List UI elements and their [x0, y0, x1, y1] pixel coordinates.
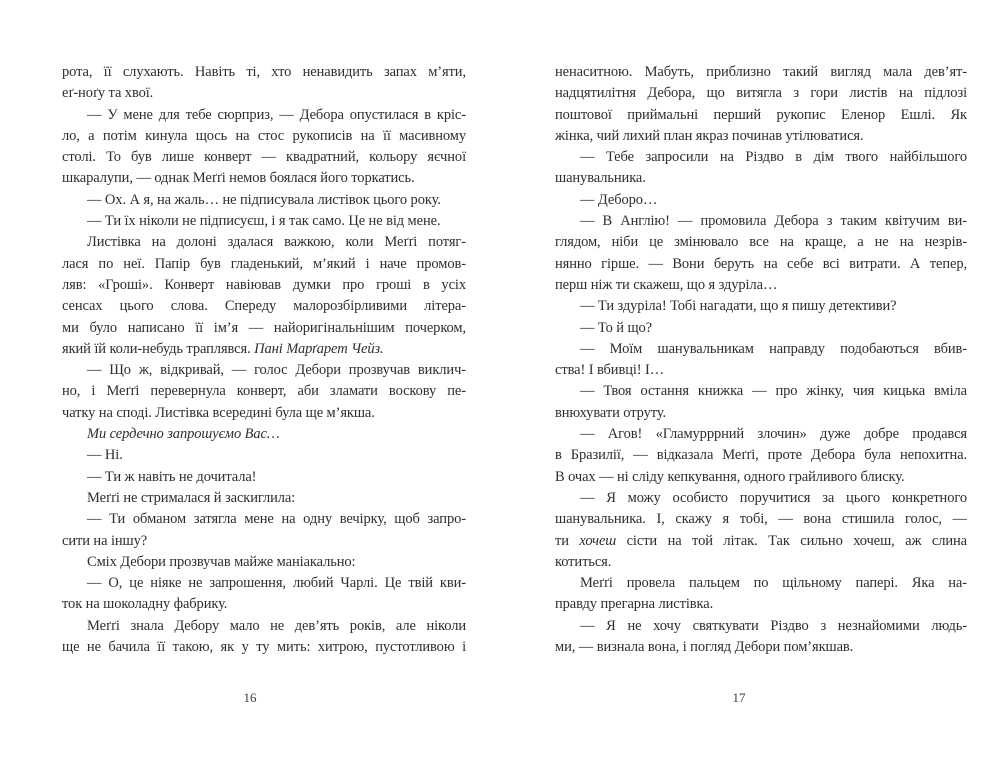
paragraph	[555, 573, 967, 616]
text-line: ми, — визнала вона, і погляд Дебори пом’якшав.	[555, 639, 854, 656]
page-right-text-block	[555, 62, 967, 658]
paragraph	[62, 62, 466, 105]
text-line: — То й що?	[580, 319, 653, 336]
page-number-left: 16	[243, 690, 257, 705]
paragraph	[555, 339, 967, 382]
text-line: ства! І вбивці! І…	[555, 362, 665, 379]
text-line: — Ти їх ніколи не підписуєш, і я так само. Це не від мене.	[87, 213, 441, 230]
paragraph	[555, 62, 967, 147]
text-line: — Тебе запросили на Різдво в дім твого найбільшого	[580, 149, 967, 166]
text-line: поштової приймальні перший рукопис Еленор Ешлі. Як	[555, 106, 967, 123]
text-line: сити на іншу?	[62, 532, 148, 549]
text-line: — Я можу особисто поручитися за цього конкретного	[580, 489, 967, 506]
page-right	[555, 62, 967, 722]
paragraph	[62, 211, 466, 232]
text-line: шанувальника. І, скажу я тобі, — вона стишила голос, —	[555, 511, 967, 528]
text-line: Меґґі не стрималася й заскиглила:	[87, 489, 296, 506]
paragraph	[555, 296, 967, 317]
text-line: сенсах цього слова. Спереду малорозбірливими літера-	[62, 298, 466, 315]
paragraph	[555, 424, 967, 488]
paragraph	[62, 488, 466, 509]
text-line: — Що ж, відкривай, — голос Дебори прозвучав виклич-	[87, 362, 466, 379]
text-line: шкаралупи, — однак Меґґі немов боялася його торкатись.	[62, 170, 415, 187]
text-line: — Агов! «Гламурррний злочин» дуже добре продався	[580, 426, 967, 443]
text-line: — Ти обманом затягла мене на одну вечірку, щоб запро-	[87, 511, 466, 528]
paragraph	[555, 147, 967, 190]
paragraph	[555, 488, 967, 573]
text-line: — Моїм шанувальникам направду подобаються вбив-	[580, 340, 967, 357]
paragraph	[62, 424, 466, 445]
text-line: столі. То був лише конверт — квадратний, кольору яєчної	[62, 149, 466, 166]
text-line: Меґґі провела пальцем по щільному папері. Яка на-	[580, 575, 967, 592]
text-line: нянно гірше. — Вони беруть на себе всі витрати. А тепер,	[555, 255, 967, 272]
text-line: глядом, ніби це змінювало все на краще, а не на незрів-	[555, 234, 967, 251]
text-line: який їй коли-небудь траплявся. Пані Марґарет Чейз.	[62, 340, 384, 357]
text-line: чатку на споді. Листівка всередині була ще м’якша.	[62, 404, 375, 421]
text-line: надцятилітня Дебора, що витягла з гори листів на підлозі	[555, 85, 967, 102]
text-line: в Бразилії, — відказала Меґґі, проте Дебора була непохитна.	[555, 447, 967, 464]
text-line: ми було написано її ім’я — найоригінальнішим почерком,	[62, 319, 466, 336]
paragraph	[62, 509, 466, 552]
paragraph	[62, 445, 466, 466]
page-left	[62, 62, 466, 722]
paragraph	[62, 105, 466, 190]
paragraph	[555, 381, 967, 424]
text-line: — Деборо…	[580, 191, 658, 208]
text-line: — Я не хочу святкувати Різдво з незнайомими людь-	[580, 617, 967, 634]
paragraph	[555, 190, 967, 211]
text-line: перш ніж ти скажеш, що я здуріла…	[555, 276, 778, 293]
text-line: — Твоя остання книжка — про жінку, чия кицька вміла	[580, 383, 967, 400]
text-line: — О, це ніяке не запрошення, любий Чарлі. Це твій кви-	[87, 575, 466, 592]
text-line: ще не бачила її такою, як у ту мить: хитрою, пустотливою і	[62, 639, 466, 656]
text-line: Листівка на долоні здалася важкою, коли Меґґі потяг-	[87, 234, 466, 251]
text-line: рота, її слухають. Навіть ті, хто ненавидить запах м’яти,	[62, 64, 466, 80]
paragraph	[62, 190, 466, 211]
text-line: — Ох. А я, на жаль… не підписувала листівок цього року.	[87, 191, 441, 208]
text-line: лася по неї. Папір був гладенький, м’який і наче промов-	[62, 255, 466, 272]
text-line: — Ні.	[87, 447, 123, 464]
text-line: — Ти ж навіть не дочитала!	[87, 468, 257, 485]
page-left-text-block	[62, 62, 466, 658]
paragraph	[62, 552, 466, 573]
text-line: внюхувати отруту.	[555, 404, 667, 421]
paragraph	[555, 318, 967, 339]
text-line: Сміх Дебори прозвучав майже маніакально:	[87, 553, 356, 570]
paragraph	[62, 616, 466, 659]
text-line: — Ти здуріла! Тобі нагадати, що я пишу детективи?	[580, 298, 897, 315]
paragraph	[62, 573, 466, 616]
text-line: котиться.	[555, 553, 612, 570]
text-line: — У мене для тебе сюрприз, — Дебора опустилася в кріс-	[87, 106, 466, 123]
paragraph	[555, 616, 967, 659]
text-line: еґ-ноґу та хвої.	[62, 85, 154, 102]
text-line: жінка, чий лихий план якраз починав утілюватися.	[555, 127, 864, 144]
text-line: Ми сердечно запрошуємо Вас…	[87, 426, 280, 443]
text-line: ток на шоколадну фабрику.	[62, 596, 228, 613]
paragraph	[62, 232, 466, 360]
text-line: правду прегарна листівка.	[555, 596, 714, 613]
text-line: ляв: «Гроші». Конверт навіював думки про гроші в усіх	[62, 276, 466, 293]
text-line: — В Англію! — промовила Дебора з таким квітучим ви-	[580, 213, 967, 230]
text-line: но, і Меґґі перевернула конверт, аби зламати воскову пе-	[62, 383, 466, 400]
text-line: шанувальника.	[555, 170, 646, 187]
text-line: Меґґі знала Дебору мало не дев’ять років, але ніколи	[87, 617, 466, 634]
text-line: В очах — ні сліду кепкування, одного грайливого блиску.	[555, 468, 905, 485]
text-line: ло, а потім кинула щось на стос рукописів на її масивному	[62, 127, 466, 144]
page-number-right: 17	[732, 690, 746, 705]
paragraph	[555, 211, 967, 296]
text-line: ти хочеш сісти на той літак. Так сильно хочеш, аж слина	[555, 532, 967, 549]
paragraph	[62, 467, 466, 488]
paragraph	[62, 360, 466, 424]
text-line: ненаситною. Мабуть, приблизно такий вигляд мала дев’ят-	[555, 64, 967, 80]
